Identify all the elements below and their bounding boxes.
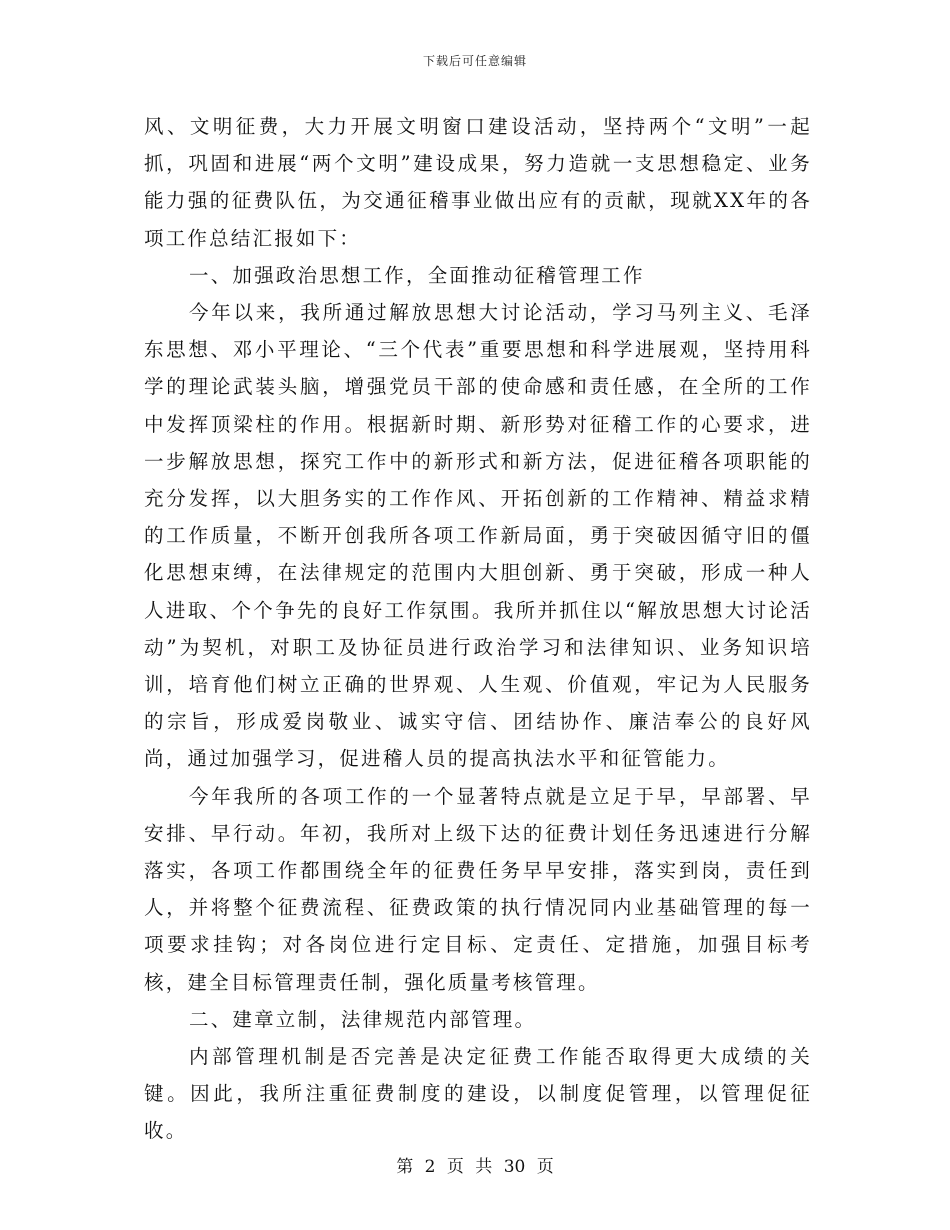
document-body — [144, 108, 812, 1150]
paragraph-early-action: 今年我所的各项工作的一个显著特点就是立足于早，早部署、早安排、早行动。年初，我所对上级下达的征费计划任务迅速进行分解落实，各项工作都围绕全年的征费任务早早安排，落实到岗，责任到人，并将整个征费流程、征费政策的执行情况同内业基础管理的每一项要求挂钩；对各岗位进行定目标、定责任、定措施，加强目标考核，建全目标管理责任制，强化质量考核管理。 — [144, 784, 812, 994]
section-heading-2: 二、建章立制，法律规范内部管理。 — [189, 1007, 537, 1031]
page-number: 第 2 页 共 30 页 — [396, 1157, 554, 1177]
paragraph-political-work: 今年以来，我所通过解放思想大讨论活动，学习马列主义、毛泽东思想、邓小平理论、“三个代表”重要思想和科学进展观，坚持用科学的理论武装头脑，增强党员干部的使命感和责任感，在全所的工作中发挥顶梁柱的作用。根据新时期、新形势对征稽工作的心要求，进一步解放思想，探究工作中的新形式和新方法，促进征稽各项职能的充分发挥，以大胆务实的工作作风、开拓创新的工作精神、精益求精的工作质量，不断开创我所各项工作新局面，勇于突破因循守旧的僵化思想束缚，在法律规定的范围内大胆创新、勇于突破，形成一种人人进取、个个争先的良好工作氛围。我所并抓住以“解放思想大讨论活动”为契机，对职工及协征员进行政治学习和法律知识、业务知识培训，培育他们树立正确的世界观、人生观、价值观，牢记为人民服务的宗旨，形成爱岗敬业、诚实守信、团结协作、廉洁奉公的良好风尚，通过加强学习，促进稽人员的提高执法水平和征管能力。 — [144, 301, 812, 771]
paragraph-internal-management: 内部管理机制是否完善是决定征费工作能否取得更大成绩的关键。因此，我所注重征费制度的建设，以制度促管理，以管理促征收。 — [144, 1045, 812, 1143]
section-heading-1: 一、加强政治思想工作，全面推动征稽管理工作 — [189, 263, 645, 287]
header-note: 下载后可任意编辑 — [422, 54, 527, 68]
paragraph-opening: 风、文明征费，大力开展文明窗口建设活动，坚持两个“文明”一起抓，巩固和进展“两个文明”建设成果，努力造就一支思想稳定、业务能力强的征费队伍，为交通征稽事业做出应有的贡献，现就XX年的各项工作总结汇报如下： — [144, 115, 812, 250]
